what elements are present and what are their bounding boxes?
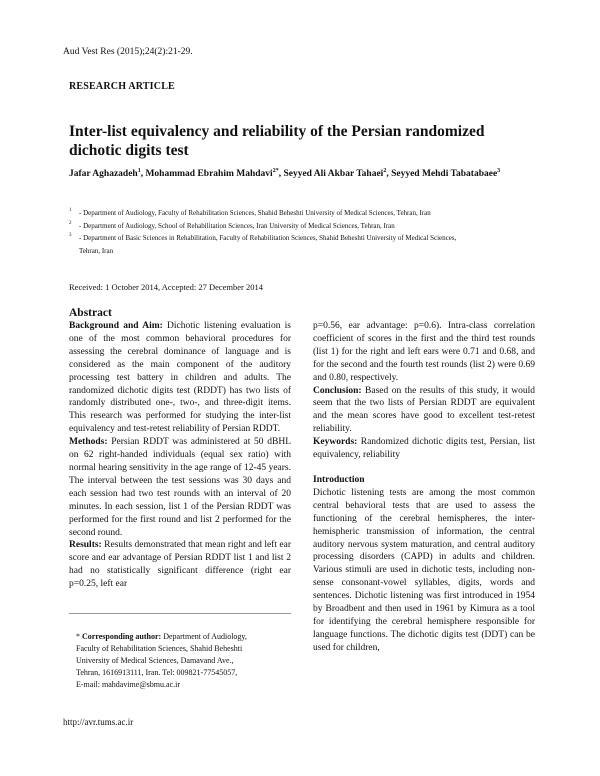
journal-reference: Aud Vest Res (2015);24(2):21-29. [63, 47, 193, 57]
affiliation-text: - Department of Basic Sciences in Rehabilitation, Faculty of Rehabilitation Sciences, Shahid Beheshti University of Medical Sciences, [79, 234, 457, 242]
background-label: Background and Aim: [69, 321, 163, 331]
article-title: Inter-list equivalency and reliability of the Persian randomized dichotic digits test [69, 123, 485, 159]
author-name: Seyyed Ali Akbar Tahaei [283, 169, 384, 180]
affiliation [69, 232, 539, 257]
abstract-results [69, 539, 291, 591]
abstract-conclusion [313, 385, 535, 437]
corresponding-line: University of Medical Sciences, Damavand Ave., [76, 656, 234, 665]
background-text: Dichotic listening evaluation is one of the most common behavioral procedures for assessing the cerebral dominance of language and is considered as the main component of the auditory processing test battery in children and adults. The randomized dichotic digits test (RDDT) has two lists of randomly distributed one-, two-, and three-digit items. This research was performed for studying the inter-list equivalency and test-retest reliability of Persian RDDT. [69, 321, 291, 435]
keywords-text: Randomized dichotic digits test, Persian, list equivalency, reliability [313, 437, 535, 461]
affiliation-text: - Department of Audiology, Faculty of Rehabilitation Sciences, Shahid Beheshti University of Medical Sciences, Tehran, Iran [79, 209, 431, 217]
article-type: RESEARCH ARTICLE [69, 81, 175, 92]
author-name: Jafar Aghazadeh [69, 169, 138, 180]
abstract-keywords [313, 436, 535, 462]
corresponding-line: Faculty of Rehabilitation Sciences, Shahid Beheshti [76, 644, 243, 653]
affiliation [69, 207, 539, 220]
author-sup: 2 [383, 168, 387, 174]
corresponding-line: Department of Audiology, [161, 632, 247, 641]
affiliations [69, 207, 539, 257]
corresponding-line: Tehran, 1616913111, Iran. Tel: 009821-77545057, [76, 668, 238, 677]
affiliation-number: 1 [69, 208, 72, 213]
results-continued: p=0.56, ear advantage: p=0.6). Intra-class correlation coefficient of scores in the first and the third test rounds (list 1) for the right and left ears were 0.71 and 0.68, and for the second and the fourth test rounds (list 2) were 0.69 and 0.80, respectively. [313, 321, 535, 383]
affiliation-number: 2 [69, 220, 72, 226]
author-name: Mohammad Ebrahim Mahdavi [145, 169, 273, 180]
keywords-label: Keywords: [313, 437, 358, 448]
received-accepted-dates: Received: 1 October 2014, Accepted: 27 December 2014 [69, 282, 264, 292]
corresponding-author-note: * Corresponding author: Department of Audiology, Faculty of Rehabilitation Sciences, Shahid Beheshti University of Medical Sciences, Damavand Ave., Tehran, 1616913111, Iran. Tel: 009821-77545057, E-mail: mahdavime@sbmu.ac.ir [76, 631, 286, 691]
abstract-background [69, 320, 291, 436]
abstract-methods [69, 436, 291, 539]
corresponding-email: E-mail: mahdavime@sbmu.ac.ir [76, 680, 181, 689]
abstract-heading: Abstract [69, 307, 112, 319]
author-sup: 3 [497, 168, 501, 174]
corresponding-label: Corresponding author: [82, 632, 162, 641]
conclusion-label: Conclusion: [313, 385, 362, 396]
author-sup: 1 [137, 168, 141, 174]
results-label: Results: [69, 540, 102, 551]
author-name: Seyyed Mehdi Tabatabaee [391, 169, 498, 180]
left-column [69, 306, 291, 591]
footnote-divider [69, 613, 291, 614]
author-list: Jafar Aghazadeh$^1$, Mohammad Ebrahim Mahdavi$^{2*}$, Seyyed Ali Akbar Tahaei$^2$, Seyyed Mehdi Tabatabaee$^3$ [69, 168, 501, 180]
introduction-text: Dichotic listening tests are among the most common central behavioral tests that are used to assess the functioning of the cerebral hemispheres, the inter-hemispheric transmission of information, the central auditory nervous system maturation, and central auditory processing disorders (CAPD) in adults and children. Various stimuli are used in dichotic tests, including non-sense consonant-vowel syllables, digits, words and sentences. Dichotic listening was first introduced in 1954 by Broadbent and then used in 1961 by Kimura as a tool for identifying the cerebral hemisphere responsible for language functions. The dichotic digits test (DDT) can be used for children, [313, 487, 535, 653]
introduction-heading: Introduction [313, 474, 365, 485]
affiliation-text: - Department of Audiology, School of Rehabilitation Sciences, Iran University of Medical Sciences, Tehran, Iran [79, 221, 395, 230]
footer-url[interactable]: http://avr.tums.ac.ir [63, 717, 134, 727]
methods-text: Persian RDDT was administered at 50 dBHL on 62 right-handed individuals (equal sex ratio) with normal hearing sensitivity in the age range of 12-45 years. The interval between the test sessions was 30 days and each session had two test rounds with an interval of 20 minutes. In each session, list 1 of the Persian RDDT was performed for the first round and list 2 performed for the second round. [69, 437, 291, 538]
affiliation-number: 3 [69, 233, 72, 238]
right-column [313, 320, 535, 655]
affiliation-text-cont: Tehran, Iran [79, 246, 114, 255]
results-text: Results demonstrated that mean right and left ear score and ear advantage of Persian RDDT list 1 and list 2 had no statistically significant difference (right ear p=0.25, left ear [69, 540, 291, 590]
conclusion-text: Based on the results of this study, it would seem that the two lists of Persian RDDT are equivalent and the mean scores have good to excellent test-retest reliability. [313, 385, 535, 435]
methods-label: Methods: [69, 437, 108, 448]
affiliation [69, 220, 539, 233]
author-sup: 2* [272, 168, 279, 174]
